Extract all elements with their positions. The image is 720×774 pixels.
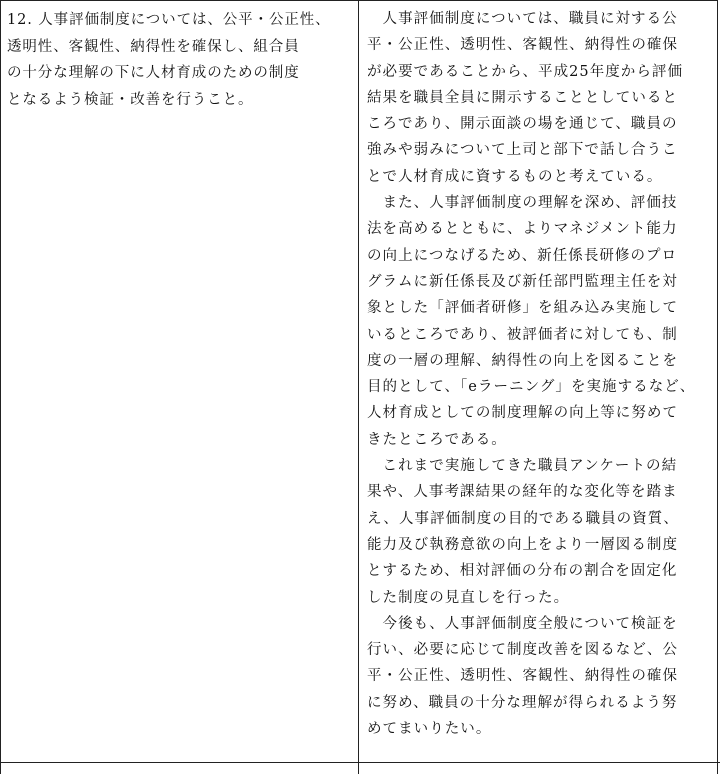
response-line: 度の一層の理解、納得性の向上を図ることを (367, 352, 678, 369)
response-line: 能力及び執務意欲の向上をより一層図る制度 (367, 536, 678, 553)
request-line: の十分な理解の下に人材育成のための制度 (7, 65, 300, 81)
response-line: また、人事評価制度の理解を深め、評価技 (367, 195, 678, 212)
response-line: した制度の見直しを行った。 (367, 589, 570, 606)
request-line: となるよう検証・改善を行うこと。 (7, 91, 254, 108)
response-line: え、人事評価制度の目的である職員の資質、 (367, 510, 679, 527)
response-line: が必要であることから、平成25年度から評価 (367, 63, 683, 80)
response-line: に努め、職員の十分な理解が得られるよう努 (367, 694, 678, 711)
request-line: 12. 人事評価制度については、公平・公正性、 (7, 12, 331, 28)
response-line: 行い、必要に応じて制度改善を図るなど、公 (367, 642, 678, 659)
response-line: きたところである。 (367, 431, 507, 448)
response-line: 強みや弱みについて上司と部下で話し合うこ (367, 142, 678, 159)
response-line: ころであり、開示面談の場を通じて、職員の (367, 116, 678, 133)
response-line: 象とした「評価者研修」を組み込み実施して (367, 300, 678, 317)
response-line: グラムに新任係長及び新任部門監理主任を対 (367, 273, 678, 290)
response-line: とで人材育成に資するものと考えている。 (367, 168, 663, 185)
request-line: 透明性、客観性、納得性を確保し、組合員 (7, 38, 300, 55)
response-line: 平・公正性、透明性、客観性、納得性の確保 (367, 668, 678, 685)
response-cell (359, 1, 717, 774)
response-line: の向上につなげるため、新任係長研修のプロ (367, 247, 678, 264)
response-line: いるところであり、被評価者に対しても、制 (367, 326, 678, 343)
response-line: めてまいりたい。 (367, 721, 492, 738)
response-line: これまで実施してきた職員アンケートの結 (367, 458, 678, 475)
response-line: とするため、相対評価の分布の割合を固定化 (367, 563, 678, 580)
response-line: 人材育成としての制度理解の向上等に努めて (367, 405, 678, 422)
response-line: 今後も、人事評価制度全般について検証を (367, 615, 678, 632)
table-bottom-border (0, 762, 720, 763)
response-line: 果や、人事考課結果の経年的な変化等を踏ま (367, 484, 678, 501)
request-cell (1, 1, 359, 774)
response-line: 目的として、「eラーニング」を実施するなど、 (367, 379, 696, 396)
response-line: 法を高めるとともに、よりマネジメント能力 (367, 221, 678, 238)
response-line: 結果を職員全員に開示することとしていると (367, 89, 678, 106)
response-line: 平・公正性、透明性、客観性、納得性の確保 (367, 37, 678, 54)
response-line: 人事評価制度については、職員に対する公 (367, 11, 678, 27)
